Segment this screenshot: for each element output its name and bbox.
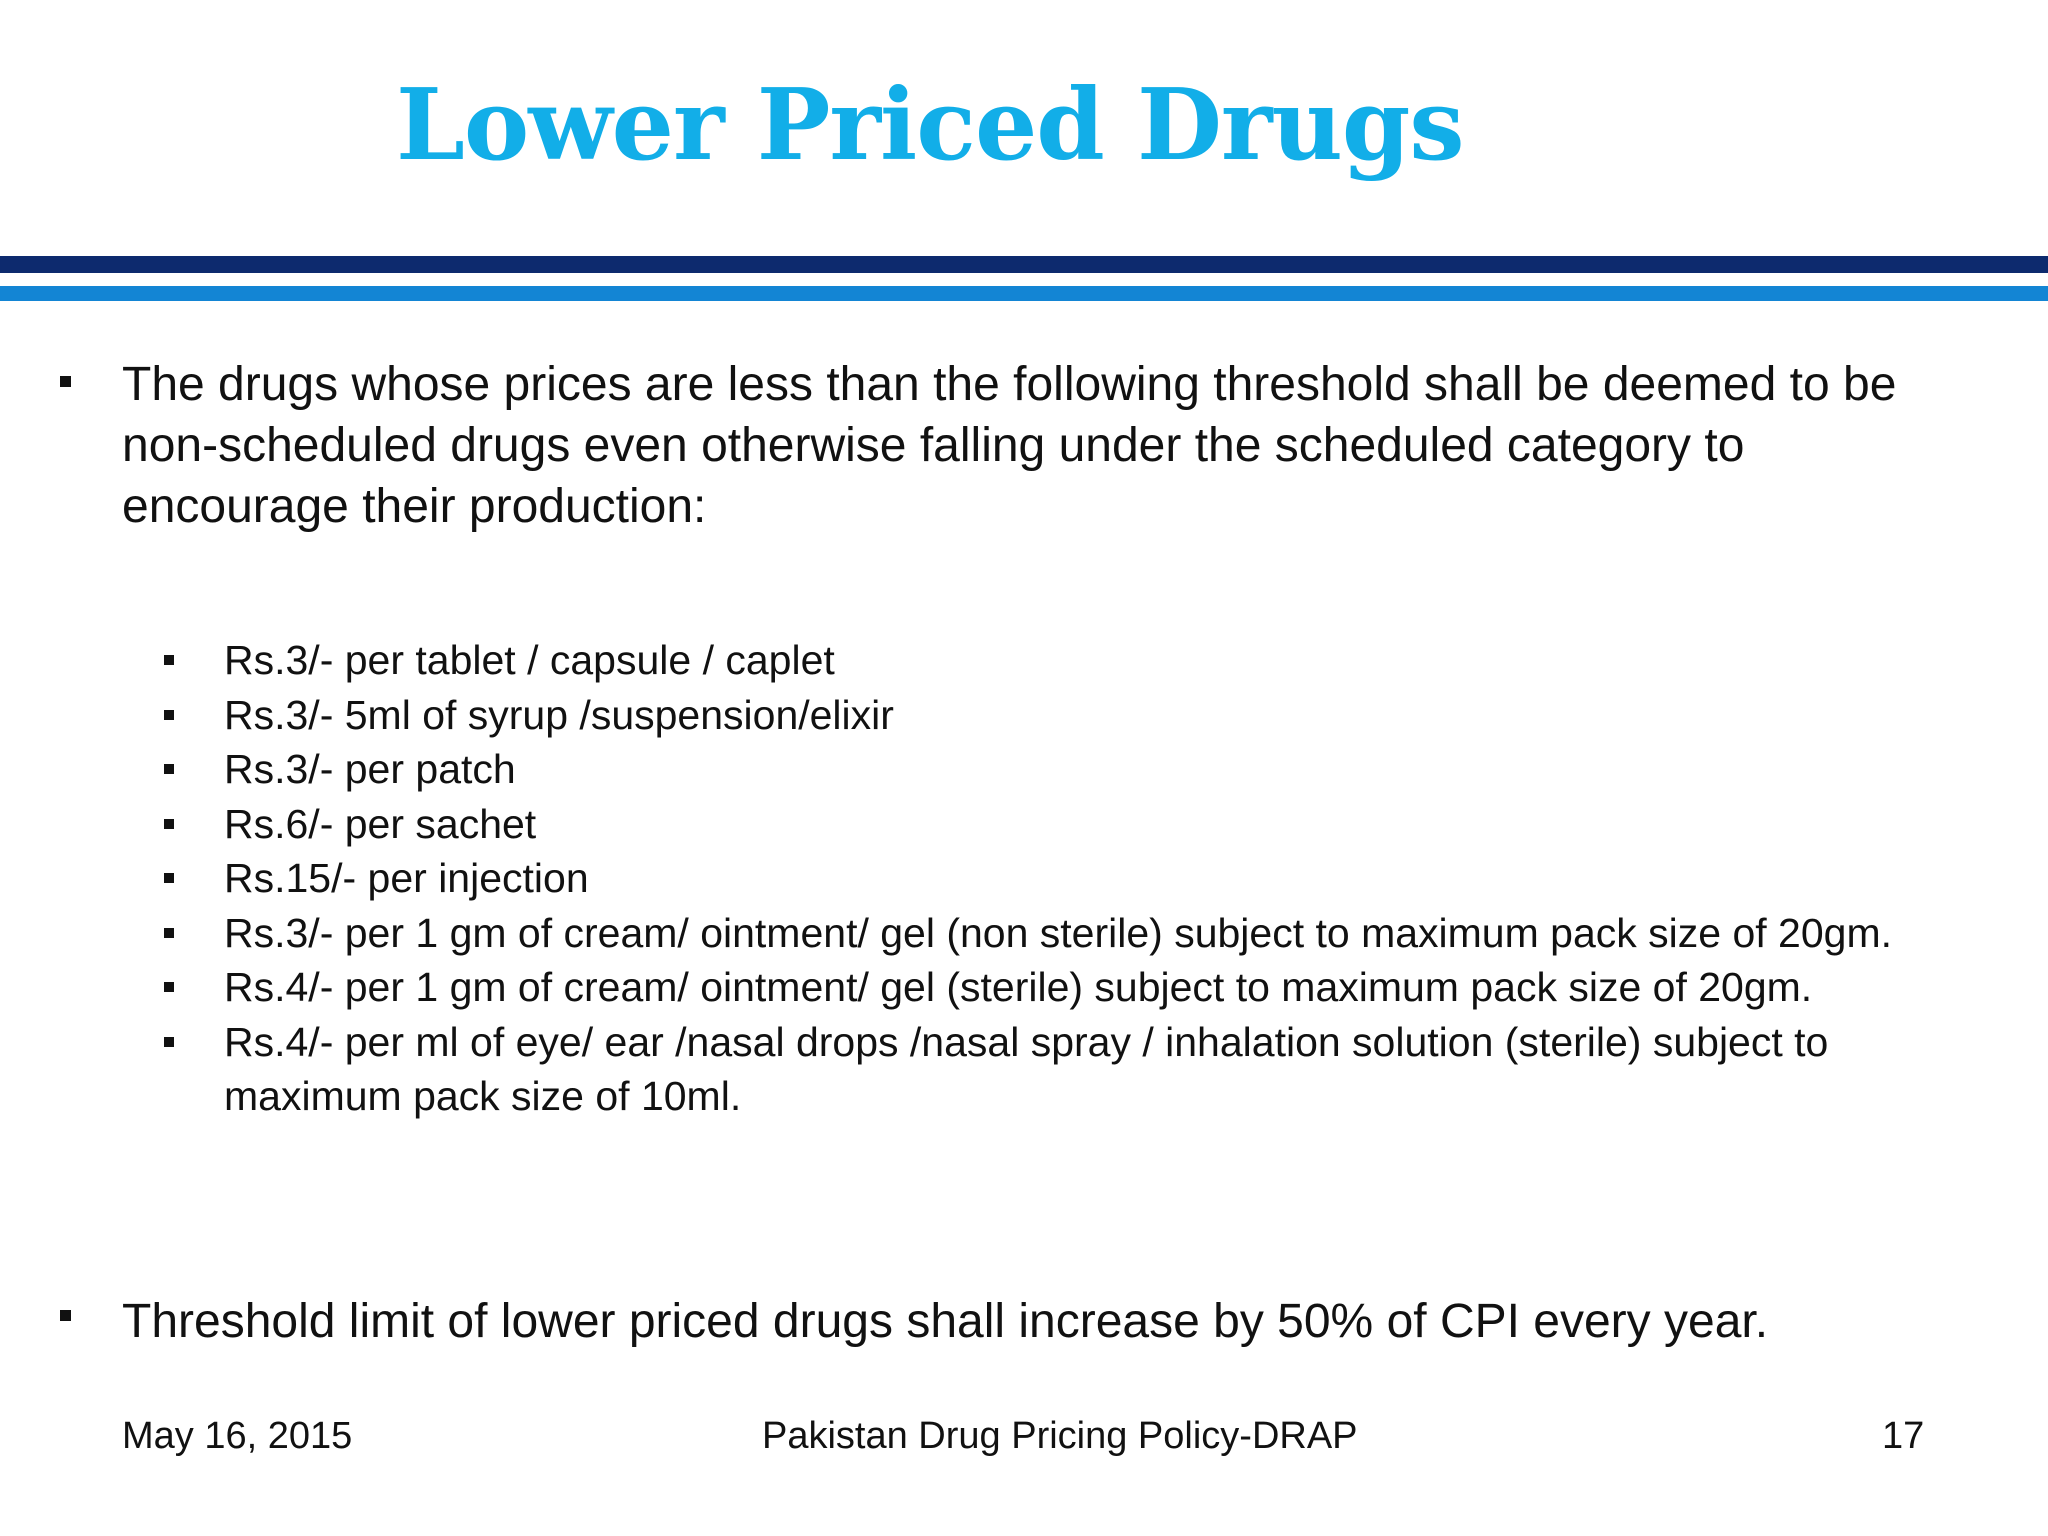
- threshold-item: [224, 960, 1964, 1015]
- bullet-square-icon: [164, 819, 174, 829]
- threshold-item: [224, 633, 1964, 688]
- threshold-text: Rs.15/- per injection: [224, 855, 589, 901]
- threshold-text: Rs.3/- per patch: [224, 746, 516, 792]
- bullet-square-icon: [164, 1037, 174, 1047]
- threshold-text: Rs.3/- 5ml of syrup /suspension/elixir: [224, 691, 894, 738]
- threshold-item: [224, 851, 1964, 906]
- threshold-item: [224, 742, 1964, 797]
- footer-title: Pakistan Drug Pricing Policy-DRAP: [762, 1415, 1358, 1457]
- slide-title: Lower Priced Drugs: [396, 68, 1464, 183]
- threshold-text: Rs.4/- per 1 gm of cream/ ointment/ gel (sterile) subject to maximum pack size of 20gm.: [224, 964, 1813, 1010]
- threshold-text: Rs.4/- per ml of eye/ ear /nasal drops /nasal spray / inhalation solution (sterile) subject to maximum pack size of 10ml.: [224, 1018, 1829, 1119]
- closing-paragraph: Threshold limit of lower priced drugs shall increase by 50% of CPI every year.: [122, 1295, 1769, 1348]
- threshold-item: [224, 797, 1964, 852]
- bullet-square-icon: [60, 1310, 71, 1321]
- threshold-item: [224, 1015, 1964, 1124]
- bullet-square-icon: [164, 982, 174, 992]
- page-number: 17: [1882, 1415, 1925, 1457]
- threshold-text: Rs.6/- per sachet: [224, 800, 537, 847]
- bullet-square-icon: [164, 873, 174, 883]
- header-rule-light: [0, 286, 2048, 301]
- footer-date: May 16, 2015: [122, 1415, 353, 1457]
- header-rule-dark: [0, 256, 2048, 273]
- bullet-square-icon: [60, 376, 71, 387]
- threshold-item: [224, 906, 1964, 961]
- bullet-square-icon: [164, 764, 174, 774]
- bullet-square-icon: [164, 928, 174, 938]
- bullet-square-icon: [164, 655, 174, 665]
- intro-paragraph: The drugs whose prices are less than the following threshold shall be deemed to be non-scheduled drugs even otherwise falling under the scheduled category to encourage their production:: [122, 358, 1897, 533]
- threshold-text: Rs.3/- per tablet / capsule / caplet: [224, 637, 835, 683]
- threshold-text: Rs.3/- per 1 gm of cream/ ointment/ gel (non sterile) subject to maximum pack size of 20gm.: [224, 909, 1892, 956]
- threshold-item: [224, 688, 1964, 743]
- threshold-list: [224, 633, 1964, 1124]
- bullet-square-icon: [164, 710, 174, 720]
